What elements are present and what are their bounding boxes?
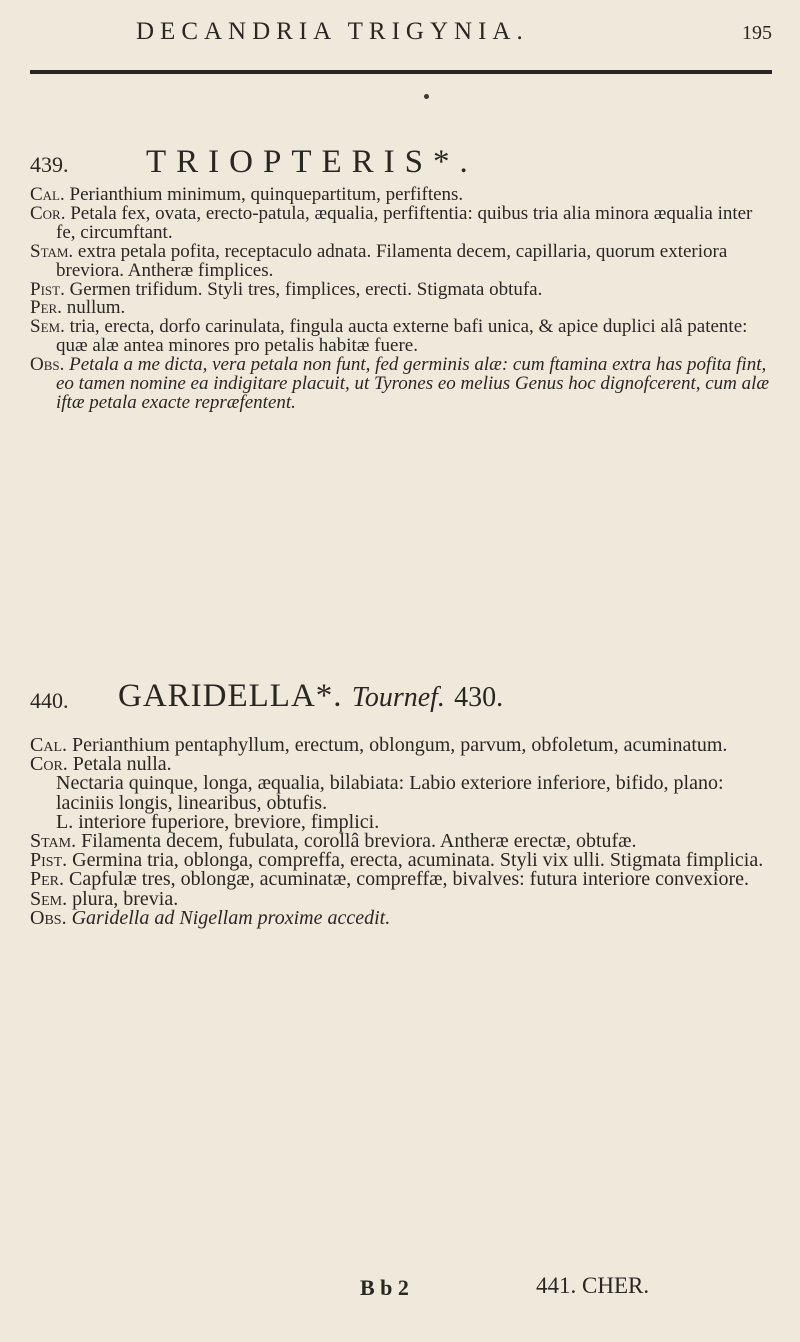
genus-description — [30, 186, 772, 413]
line-text: Nectaria quinque, longa, æqualia, bilabiata: Labio exteriore inferiore, bifido, plano: laciniis longis, linearibus, obtufis. — [56, 772, 724, 814]
description-line — [30, 202, 772, 243]
line-text: Petala fex, ovata, erecto-patula, æqualia, perfiftentia: quibus tria alia minora æqualia inter fe, circumftant. — [56, 202, 753, 243]
genus-description — [30, 736, 772, 928]
description-line — [30, 240, 772, 281]
line-text: Garidella ad Nigellam proxime accedit. — [71, 906, 391, 929]
genus-author: Tournef. — [351, 682, 445, 713]
page-number: 195 — [742, 22, 772, 44]
line-text: tria, erecta, dorfo carinulata, fingula aucta externe bafi unica, & apice duplici alâ patente: quæ alæ antea minores pro petalis habitæ fuere. — [56, 316, 748, 357]
line-label: Per. — [30, 868, 65, 891]
genus-name: GARIDELLA*. — [118, 678, 343, 714]
line-text: Filamenta decem, fubulata, corollâ breviora. Antheræ erectæ, obtufæ. — [81, 830, 637, 853]
signature-mark: B b 2 — [360, 1275, 409, 1300]
description-line — [30, 906, 772, 929]
line-text: extra petala pofita, receptaculo adnata. Filamenta decem, capillaria, quorum exteriora breviora. Antheræ fimplices. — [56, 240, 728, 281]
line-label: Obs. — [30, 354, 65, 376]
line-label: Sem. — [30, 887, 68, 910]
line-label: Cal. — [30, 734, 68, 756]
line-label: Cal. — [30, 184, 65, 205]
line-label: Cor. — [30, 202, 66, 224]
line-text: Petala a me dicta, vera petala non funt, fed germinis alæ: cum ftamina extra has pofita fint, eo tamen nomine ea indigitare placuit, ut Tyrones eo melius Genus hoc dignofcerent, cum alæ iftæ petala exacte repræfentent. — [56, 354, 770, 413]
page-reference: 430. — [454, 682, 504, 713]
genus-title — [118, 678, 503, 715]
line-text: Germen trifidum. Styli tres, fimplices, erecti. Stigmata obtufa. — [69, 278, 543, 300]
line-text: plura, brevia. — [72, 887, 179, 910]
description-line — [30, 318, 772, 356]
line-label: Per. — [30, 297, 62, 319]
ornament-dot — [424, 94, 429, 99]
description-line — [30, 774, 772, 812]
line-label: Pist. — [30, 278, 65, 300]
genus-title: TRIOPTERIS*. — [146, 144, 478, 180]
line-text: nullum. — [66, 297, 126, 319]
description-line — [30, 278, 772, 300]
description-line — [30, 356, 772, 413]
header-rule — [30, 70, 772, 74]
line-text: Capfulæ tres, oblongæ, acuminatæ, compreffæ, bivalves: futura interiore convexiore. — [69, 868, 750, 891]
entry-number: 439. — [30, 152, 69, 177]
line-label: Stam. — [30, 240, 74, 262]
line-text: Perianthium pentaphyllum, erectum, oblongum, parvum, obfoletum, acuminatum. — [72, 734, 728, 756]
running-head: DECANDRIA TRIGYNIA. — [136, 18, 529, 45]
line-text: L. interiore fuperiore, breviore, fimplici. — [56, 810, 380, 833]
line-label: Sem. — [30, 316, 65, 338]
catchword: 441. CHER. — [536, 1273, 650, 1298]
line-label: Obs. — [30, 906, 67, 929]
line-label: Cor. — [30, 753, 68, 776]
line-text: Petala nulla. — [72, 753, 172, 776]
line-label: Pist. — [30, 849, 68, 872]
line-label: Stam. — [30, 830, 77, 853]
entry-number: 440. — [30, 688, 69, 713]
line-text: Germina tria, oblonga, compreffa, erecta, acuminata. Styli vix ulli. Stigmata fimplicia. — [72, 849, 764, 872]
line-text: Perianthium minimum, quinquepartitum, perfiftens. — [69, 184, 464, 205]
